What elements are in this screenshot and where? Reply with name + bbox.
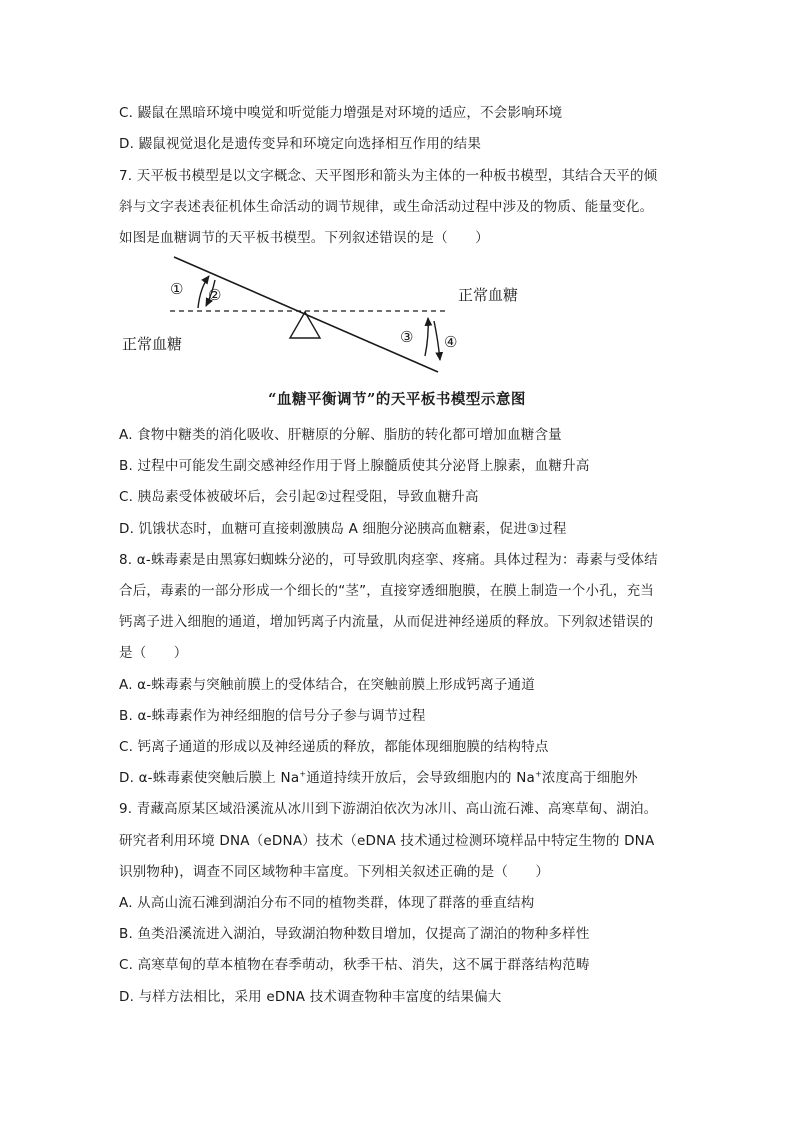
question-6-option-c: C. 鼹鼠在黑暗环境中嗅觉和听觉能力增强是对环境的适应，不会影响环境	[119, 105, 563, 121]
marker-3: ③	[400, 328, 414, 346]
question-9-option-b: B. 鱼类沿溪流进入湖泊，导致湖泊物种数目增加，仅提高了湖泊的物种多样性	[119, 926, 590, 942]
option-d-part-3: 浓度高于细胞外	[541, 770, 638, 786]
question-8-option-b: B. α-蛛毒素作为神经细胞的信号分子参与调节过程	[119, 708, 426, 724]
question-9-stem-line-3: 识别物种)，调查不同区域物种丰富度。下列相关叙述正确的是（ ）	[119, 864, 550, 880]
option-d-part-1: D. α-蛛毒素使突触后膜上 Na	[119, 770, 300, 786]
question-6-option-d: D. 鼹鼠视觉退化是遗传变异和环境定向选择相互作用的结果	[119, 136, 482, 152]
question-9-stem-line-1: 9. 青藏高原某区域沿溪流从冰川到下游湖泊依次为冰川、高山流石滩、高寒草甸、湖泊。	[119, 801, 658, 817]
marker-4: ④	[444, 333, 458, 351]
question-9-option-d: D. 与样方法相比，采用 eDNA 技术调查物种丰富度的结果偏大	[119, 989, 502, 1005]
question-8-option-d	[119, 768, 638, 788]
fulcrum-triangle	[290, 312, 320, 338]
question-8-stem-line-1: 8. α-蛛毒素是由黑寡妇蜘蛛分泌的，可导致肌肉痉挛、疼痛。具体过程为：毒素与受体结	[119, 552, 658, 568]
question-8-stem-line-4: 是（ ）	[119, 645, 188, 661]
label-normal-glucose-left: 正常血糖	[122, 335, 183, 353]
question-8-stem-line-2: 合后，毒素的一部分形成一个细长的“茎”，直接穿透细胞膜，在膜上制造一个小孔，充当	[119, 583, 654, 599]
question-8-option-a: A. α-蛛毒素与突触前膜上的受体结合，在突触前膜上形成钙离子通道	[119, 677, 535, 693]
marker-1: ①	[170, 280, 184, 298]
question-7-option-b: B. 过程中可能发生副交感神经作用于肾上腺髓质使其分泌肾上腺素，血糖升高	[119, 458, 590, 474]
question-9-option-a: A. 从高山流石滩到湖泊分布不同的植物类群，体现了群落的垂直结构	[119, 895, 535, 911]
diagram-caption: “血糖平衡调节”的天平板书模型示意图	[268, 391, 526, 408]
marker-2: ②	[208, 286, 222, 304]
question-8-stem-line-3: 钙离子进入细胞的通道，增加钙离子内流量，从而促进神经递质的释放。下列叙述错误的	[119, 614, 654, 630]
superscript-plus: +	[299, 769, 307, 779]
question-9-option-c: C. 高寒草甸的草本植物在春季萌动，秋季干枯、消失，这不属于群落结构范畴	[119, 957, 590, 973]
label-normal-glucose-right: 正常血糖	[458, 286, 519, 304]
balance-diagram	[110, 250, 519, 380]
option-d-part-2: 通道持续开放后，会导致细胞内的 Na	[306, 770, 535, 786]
question-7-stem-line-2: 斜与文字表述表征机体生命活动的调节规律，或生命活动过程中涉及的物质、能量变化。	[119, 199, 654, 215]
arrow-4	[434, 321, 440, 360]
question-7-option-d: D. 饥饿状态时，血糖可直接刺激胰岛 A 细胞分泌胰高血糖素，促进③过程	[119, 521, 567, 537]
question-7-stem-line-1: 7. 天平板书模型是以文字概念、天平图形和箭头为主体的一种板书模型，其结合天平的倾	[119, 168, 658, 184]
question-7-option-a: A. 食物中糖类的消化吸收、肝糖原的分解、脂肪的转化都可增加血糖含量	[119, 427, 562, 443]
superscript-plus: +	[534, 769, 542, 779]
arrow-3	[425, 318, 428, 356]
question-8-option-c: C. 钙离子通道的形成以及神经递质的释放，都能体现细胞膜的结构特点	[119, 739, 549, 755]
question-9-stem-line-2: 研究者利用环境 DNA（eDNA）技术（eDNA 技术通过检测环境样品中特定生物的 DNA	[119, 833, 655, 849]
question-7-option-c: C. 胰岛素受体被破坏后，会引起②过程受阻，导致血糖升高	[119, 489, 479, 505]
question-7-stem-line-3: 如图是血糖调节的天平板书模型。下列叙述错误的是（ ）	[119, 230, 489, 246]
